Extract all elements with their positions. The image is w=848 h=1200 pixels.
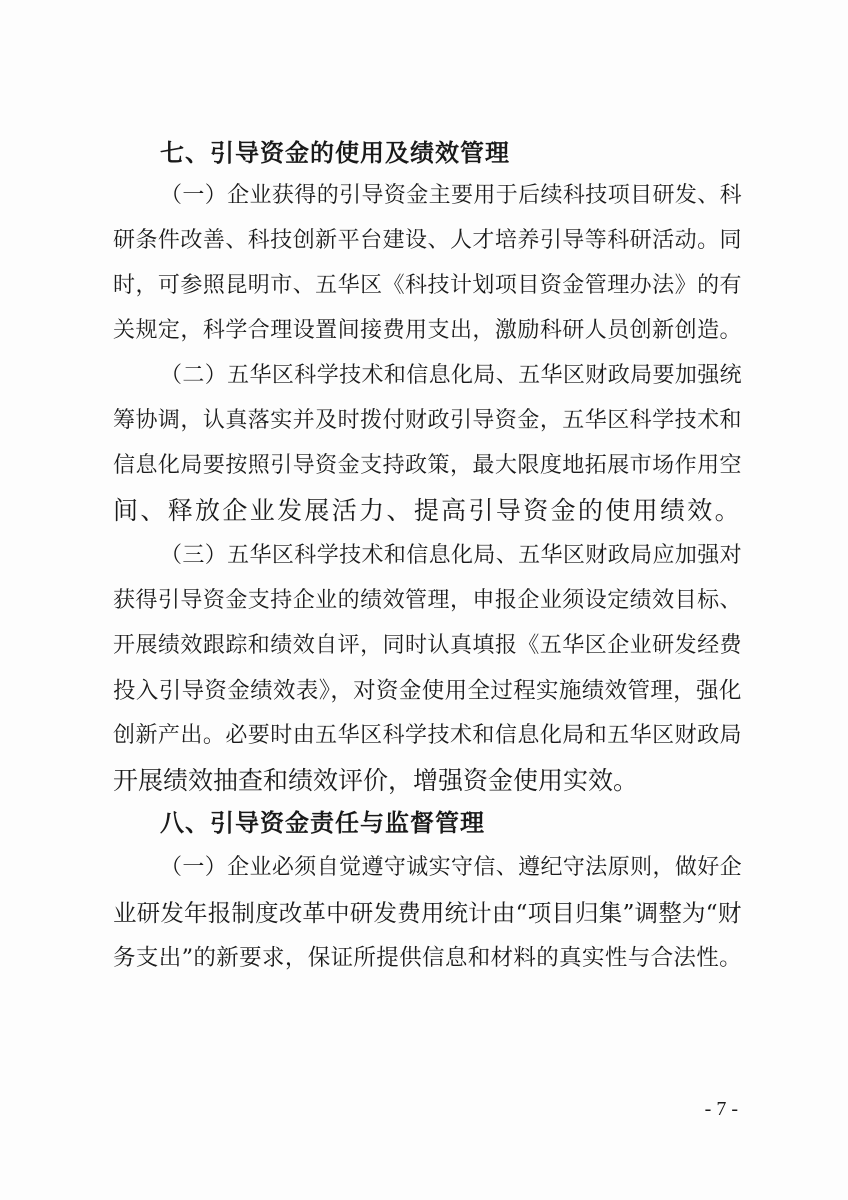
paragraph-7-2-line-3: 信息化局要按照引导资金支持政策，最大限度地拓展市场作用空 [113, 453, 743, 478]
paragraph-7-1-line-2: 研条件改善、科技创新平台建设、人才培养引导等科研活动。同 [113, 228, 743, 253]
paragraph-7-3-line-3: 开展绩效跟踪和绩效自评，同时认真填报《五华区企业研发经费 [113, 633, 743, 658]
section-heading-7: 七、引导资金的使用及绩效管理 [160, 139, 510, 167]
paragraph-7-2-line-1: （二）五华区科学技术和信息化局、五华区财政局要加强统 [160, 363, 743, 388]
paragraph-8-1-line-1: （一）企业必须自觉遵守诚实守信、遵纪守法原则，做好企 [160, 855, 743, 880]
paragraph-7-1-line-1: （一）企业获得的引导资金主要用于后续科技项目研发、科 [160, 183, 743, 208]
paragraph-7-3-line-1: （三）五华区科学技术和信息化局、五华区财政局应加强对 [160, 543, 743, 568]
paragraph-7-2-line-2: 筹协调，认真落实并及时拨付财政引导资金，五华区科学技术和 [113, 408, 743, 433]
paragraph-7-1-line-3: 时，可参照昆明市、五华区《科技计划项目资金管理办法》的有 [113, 273, 743, 298]
paragraph-8-1-line-3: 务支出”的新要求，保证所提供信息和材料的真实性与合法性。 [113, 945, 743, 971]
paragraph-7-1-line-4: 关规定，科学合理设置间接费用支出，激励科研人员创新创造。 [113, 318, 743, 343]
paragraph-7-3-line-2: 获得引导资金支持企业的绩效管理，申报企业须设定绩效目标、 [113, 588, 743, 613]
paragraph-7-3-line-4: 投入引导资金绩效表》，对资金使用全过程实施绩效管理，强化 [113, 678, 742, 704]
page-number: - 7 - [704, 1098, 738, 1120]
paragraph-7-2-line-4: 间、释放企业发展活力、提高引导资金的使用绩效。 [113, 496, 743, 525]
section-heading-8: 八、引导资金责任与监督管理 [160, 809, 485, 837]
paragraph-7-3-line-5: 创新产出。必要时由五华区科学技术和信息化局和五华区财政局 [113, 723, 743, 748]
paragraph-7-3-line-6: 开展绩效抽查和绩效评价，增强资金使用实效。 [113, 766, 639, 795]
paragraph-8-1-line-2: 业研发年报制度改革中研发费用统计由“项目归集”调整为“财 [113, 899, 742, 927]
